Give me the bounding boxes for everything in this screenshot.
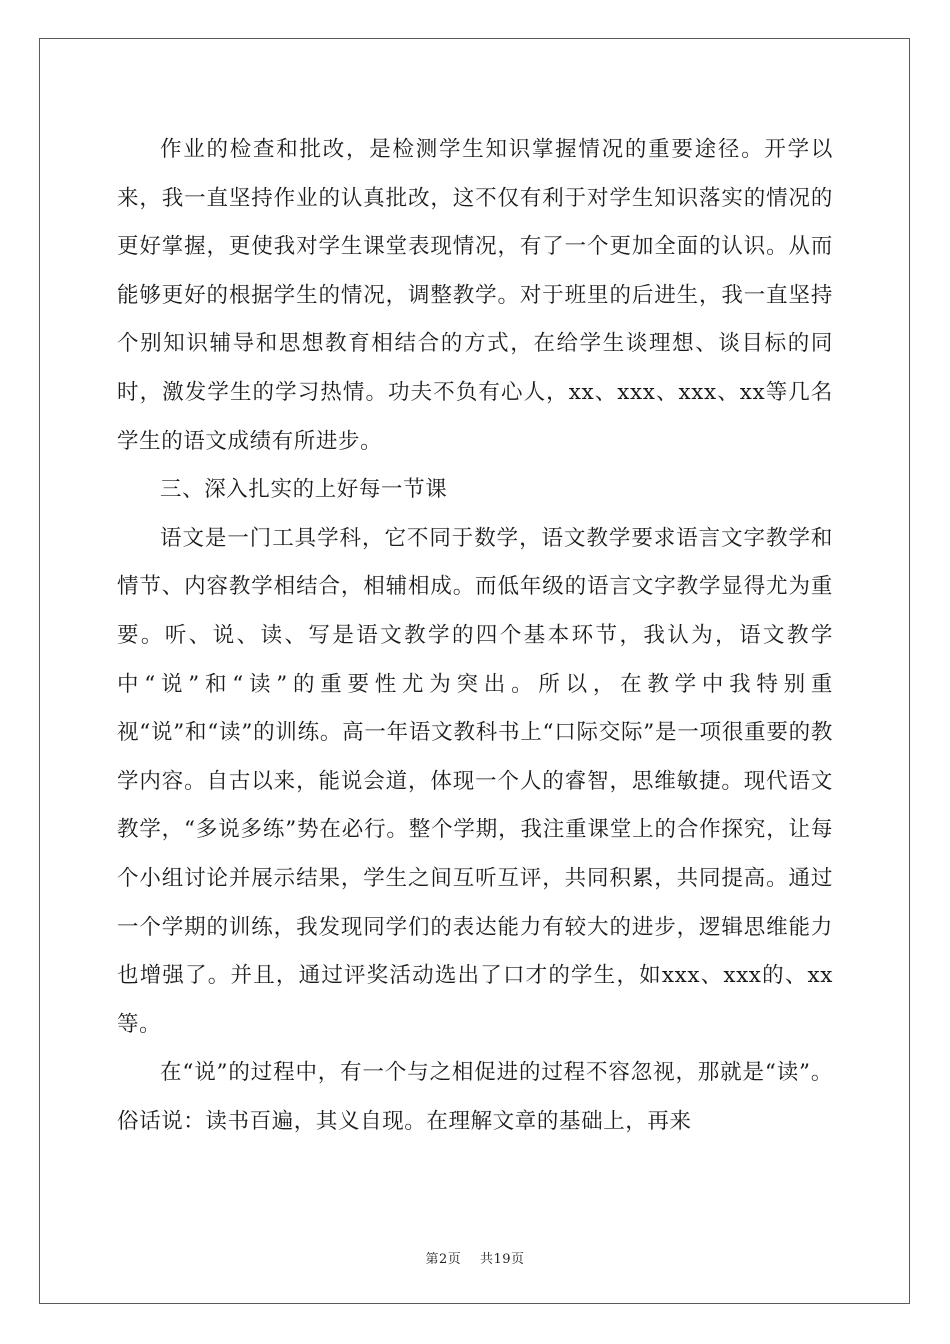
document-body — [117, 126, 833, 1146]
paragraph-language-teaching: 语文是一门工具学科，它不同于数学，语文教学要求语言文字教学和情节、内容教学相结合，相辅相成。而低年级的语言文字教学显得尤为重要。听、说、读、写是语文教学的四个基本环节，我认为，语文教学中“说”和“读”的重要性尤为突出。所以，在教学中我特别重视“说”和“读”的训练。高一年语文教科书上“口际交际”是一项很重要的教学内容。自古以来，能说会道，体现一个人的睿智，思维敏捷。现代语文教学，“多说多练”势在必行。整个学期，我注重课堂上的合作探究，让每个小组讨论并展示结果，学生之间互听互评，共同积累，共同提高。通过一个学期的训练，我发现同学们的表达能力有较大的进步，逻辑思维能力也增强了。并且，通过评奖活动选出了口才的学生，如xxx、xxx的、xx等。 — [117, 525, 833, 1037]
paragraph-reading: 在“说”的过程中，有一个与之相促进的过程不容忽视，那就是“读”。俗话说：读书百遍，其义自现。在理解文章的基础上，再来 — [117, 1060, 833, 1134]
page-number: 第2页 — [425, 1252, 462, 1267]
page-total: 共19页 — [479, 1252, 525, 1267]
paragraph-homework-checking: 作业的检查和批改，是检测学生知识掌握情况的重要途径。开学以来，我一直坚持作业的认真批改，这不仅有利于对学生知识落实的情况的更好掌握，更使我对学生课堂表现情况，有了一个更加全面的认识。从而能够更好的根据学生的情况，调整教学。对于班里的后进生，我一直坚持个别知识辅导和思想教育相结合的方式，在给学生谈理想、谈目标的同时，激发学生的学习热情。功夫不负有心人，xx、xxx、xxx、xx等几名学生的语文成绩有所进步。 — [117, 137, 833, 454]
page-footer — [0, 1248, 950, 1267]
section-heading: 三、深入扎实的上好每一节课 — [160, 477, 448, 503]
